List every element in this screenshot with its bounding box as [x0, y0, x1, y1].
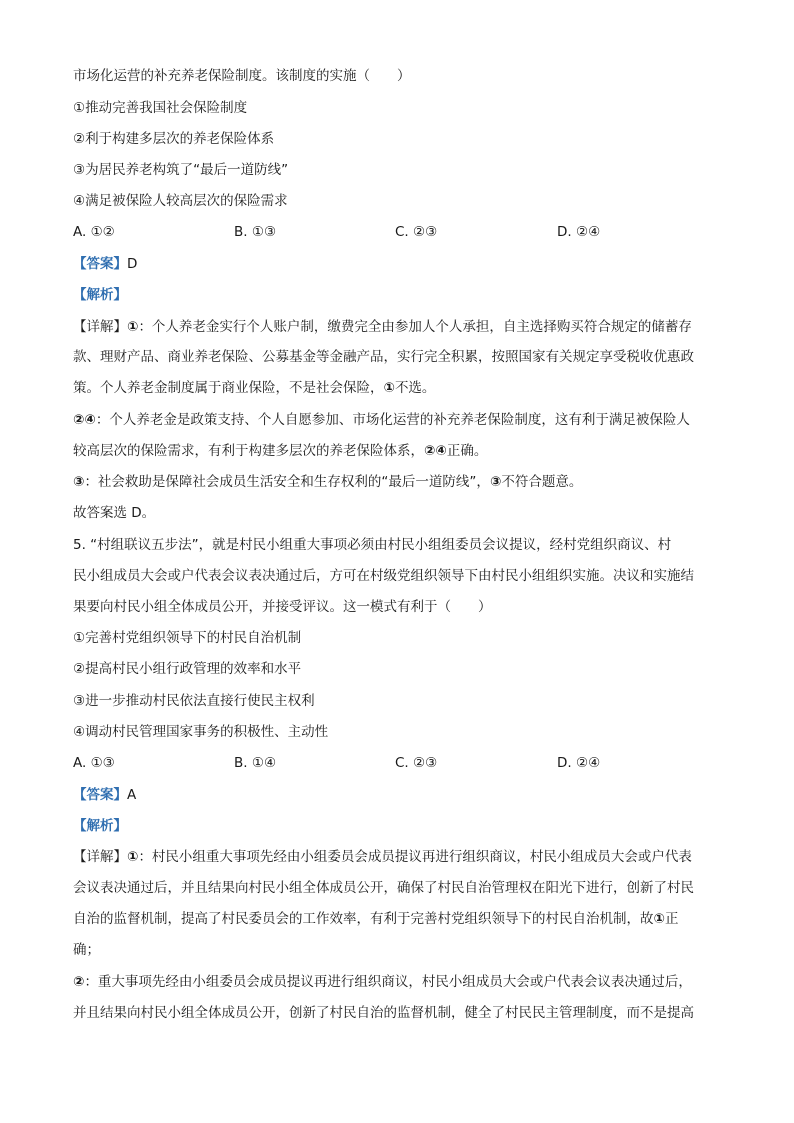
q4-detail-3-inline-marker: ③	[489, 474, 502, 490]
q5-answer-value: A	[127, 787, 137, 803]
q5-detail-1-inline-marker: ①	[653, 911, 665, 927]
q4-statement-1: ①推动完善我国社会保险制度	[73, 100, 248, 116]
q5-detail-2-marker: ②	[73, 974, 85, 990]
q4-answer	[73, 254, 723, 274]
q4-detail-1-line-1	[73, 317, 723, 337]
q5-analysis-label-text: 【解析】	[73, 818, 127, 834]
q4-detail-2-line-2	[73, 441, 723, 461]
q4-option-a: A. ①②	[73, 224, 115, 240]
q4-detail-3-text: ：社会救助是保障社会成员生活安全和生存权利的“最后一道防线”，	[84, 474, 490, 490]
q4-detail-2-inline-marker: ②④	[424, 443, 447, 459]
q5-detail-2-line-2: 并且结果向村民小组全体成员公开，创新了村民自治的监督机制，健全了村民民主管理制度，而不是提高	[73, 1005, 694, 1021]
q5-detail-2-text-1: ：重大事项先经由小组委员会成员提议再进行组织商议，村民小组成员大会或户代表会议表决通过后，	[84, 974, 692, 990]
q4-detail-3-line	[73, 472, 723, 492]
q4-detail-2-line-1	[73, 410, 723, 430]
q4-analysis-label	[73, 285, 723, 305]
q4-conclusion: 故答案选 D。	[73, 505, 156, 521]
q5-statement-2: ②提高村民小组行政管理的效率和水平	[73, 661, 302, 677]
q5-option-a: A. ①③	[73, 755, 115, 771]
q5-detail-label: 【详解】	[73, 849, 127, 865]
q4-detail-1-text-3: 策。个人养老金制度属于商业保险，不是社会保险，	[73, 380, 384, 396]
q4-analysis-label-text: 【解析】	[73, 287, 127, 303]
q4-detail-2-text-2: 较高层次的保险需求，有利于构建多层次的养老保险体系，	[73, 443, 424, 459]
q4-detail-1-text-1: ：个人养老金实行个人账户制，缴费完全由参加人个人承担，自主选择购买符合规定的储蓄存	[138, 319, 692, 335]
q4-detail-1-line-3	[73, 378, 723, 398]
q4-stem-tail: 市场化运营的补充养老保险制度。该制度的实施（ ）	[73, 68, 411, 84]
q4-detail-3-marker: ③	[73, 474, 85, 490]
q5-statement-3: ③进一步推动村民依法直接行使民主权利	[73, 693, 315, 709]
q5-stem-line-2: 民小组成员大会或户代表会议表决通过后，方可在村级党组织领导下由村民小组组织实施。决议和实施结	[73, 568, 694, 584]
q5-answer	[73, 785, 723, 805]
q5-detail-1-line-4: 确；	[73, 942, 100, 958]
q4-detail-label: 【详解】	[73, 319, 127, 335]
q5-detail-1-text-1: ：村民小组重大事项先经由小组委员会成员提议再进行组织商议，村民小组成员大会或户代表	[138, 849, 692, 865]
q4-detail-1-text-4: 不选。	[394, 380, 436, 396]
q4-detail-1-line-2: 款、理财产品、商业养老保险、公募基金等金融产品，实行完全积累，按照国家有关规定享受税收优惠政	[73, 349, 694, 365]
q4-statement-3: ③为居民养老构筑了“最后一道防线”	[73, 162, 289, 178]
q5-detail-1-text-4: 正	[664, 911, 679, 927]
q5-statement-1: ①完善村党组织领导下的村民自治机制	[73, 630, 302, 646]
q5-detail-1-line-3	[73, 909, 723, 929]
q5-option-d: D. ②④	[557, 755, 601, 771]
q5-detail-1-text-3: 自治的监督机制，提高了村民委员会的工作效率，有利于完善村党组织领导下的村民自治机制，故	[73, 911, 654, 927]
q4-detail-1-marker: ①	[127, 319, 139, 335]
q4-statement-4: ④满足被保险人较高层次的保险需求	[73, 193, 288, 209]
q4-option-b: B. ①③	[234, 224, 277, 240]
q4-detail-2-marker: ②④	[73, 412, 96, 428]
q4-detail-2-text-1: ：个人养老金是政策支持、个人自愿参加、市场化运营的补充养老保险制度，这有利于满足被保险人	[95, 412, 690, 428]
q5-detail-1-line-1	[73, 847, 723, 867]
q5-detail-2-line-1	[73, 972, 723, 992]
q5-stem-line-1: 5. “村组联议五步法”，就是村民小组重大事项必须由村民小组组委员会议提议，经村党组织商议、村	[73, 537, 672, 553]
q5-statement-4: ④调动村民管理国家事务的积极性、主动性	[73, 724, 329, 740]
q4-statement-2: ②利于构建多层次的养老保险体系	[73, 131, 275, 147]
q4-detail-3-tail: 不符合题意。	[501, 474, 583, 490]
q4-answer-value: D	[127, 256, 138, 272]
q5-option-b: B. ①④	[234, 755, 277, 771]
q5-stem-line-3: 果要向村民小组全体成员公开，并接受评议。这一模式有利于（ ）	[73, 599, 492, 615]
q4-detail-1-inline-marker: ①	[383, 380, 395, 396]
q4-option-c: C. ②③	[395, 224, 438, 240]
q5-detail-1-line-2: 会议表决通过后，并且结果向村民小组全体成员公开，确保了村民自治管理权在阳光下进行，创新了村民	[73, 880, 694, 896]
q5-analysis-label	[73, 816, 723, 836]
q4-option-d: D. ②④	[557, 224, 601, 240]
q5-answer-label: 【答案】	[73, 787, 127, 803]
q4-detail-2-text-3: 正确。	[446, 443, 488, 459]
q4-answer-label: 【答案】	[73, 256, 127, 272]
q5-detail-1-marker: ①	[127, 849, 139, 865]
q5-option-c: C. ②③	[395, 755, 438, 771]
